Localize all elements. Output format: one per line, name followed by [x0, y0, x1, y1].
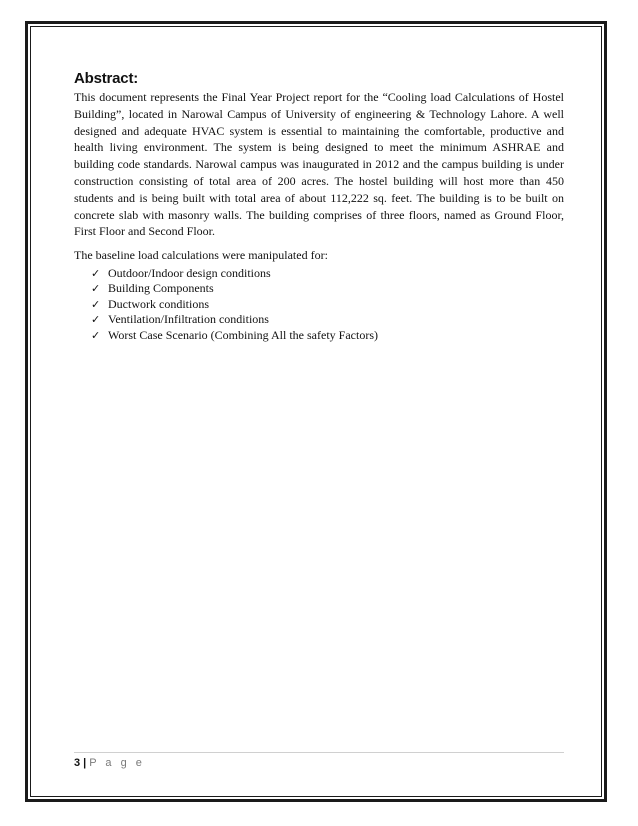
list-item-text: Outdoor/Indoor design conditions	[108, 265, 271, 280]
checkmark-icon: ✓	[91, 297, 101, 311]
list-item	[91, 328, 564, 343]
abstract-paragraph: This document represents the Final Year Project report for the “Cooling load Calculations of Hostel Building”, located in Narowal Campus of University of engineering & Technology Lahore. A well designed and adequate HVAC system is essential to maintaining the comfortable, productive and health living environment. The system is being designed to meet the minimum ASHRAE and building code standards. Narowal campus was inaugurated in 2012 and the campus building is under construction consisting of total area of 200 acres. The hostel building will host more than 450 students and is being built with total area of about 112,222 sq. feet. The building is to be built on concrete slab with masonry walls. The building comprises of three floors, named as Ground Floor, First Floor and Second Floor.	[74, 90, 564, 239]
page-content	[74, 70, 564, 343]
list-item	[91, 281, 564, 296]
list-item	[91, 297, 564, 312]
list-item-text: Worst Case Scenario (Combining All the safety Factors)	[108, 327, 378, 342]
footer-divider	[74, 752, 564, 753]
checklist	[74, 266, 564, 343]
page-number: 3	[74, 757, 81, 769]
list-item-text: Ventilation/Infiltration conditions	[108, 312, 269, 327]
page-footer	[74, 757, 145, 769]
checkmark-icon: ✓	[91, 282, 101, 296]
list-item	[91, 266, 564, 281]
footer-separator: |	[83, 757, 87, 769]
checkmark-icon: ✓	[91, 313, 101, 327]
list-intro: The baseline load calculations were manipulated for:	[74, 248, 328, 263]
list-item-text: Building Components	[108, 281, 214, 296]
checkmark-icon: ✓	[91, 328, 101, 342]
list-item-text: Ductwork conditions	[108, 296, 209, 311]
page-label: P a g e	[89, 757, 145, 769]
abstract-heading: Abstract:	[74, 70, 139, 87]
list-item	[91, 312, 564, 327]
checkmark-icon: ✓	[91, 266, 101, 280]
